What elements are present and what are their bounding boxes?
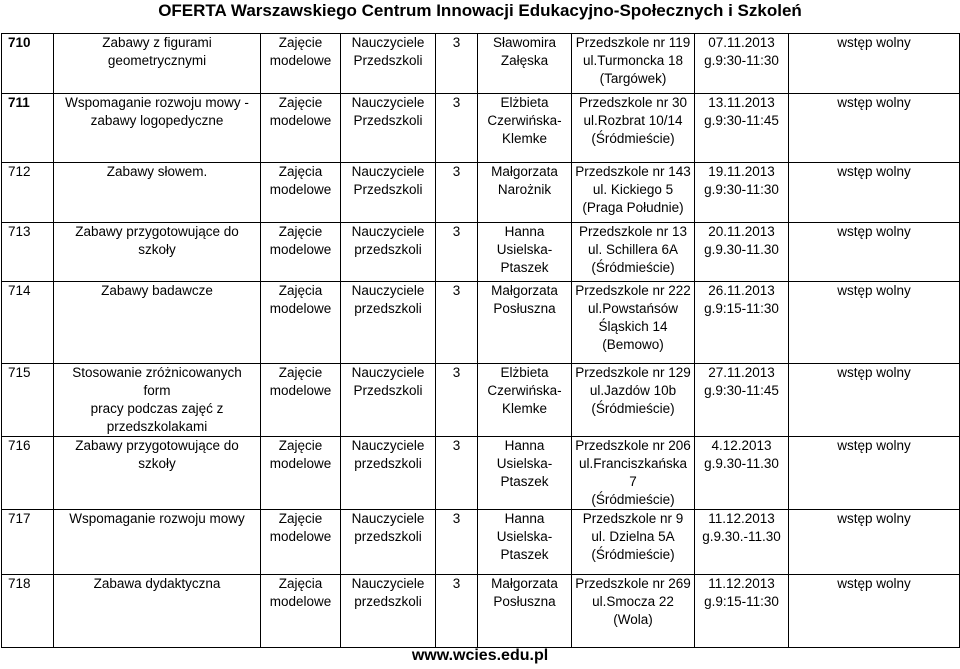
course-form-line: Zajęcie [278,35,323,50]
course-place-line: Przedszkole nr 143 [575,164,691,179]
course-place-line: ul.Turmoncka 18 [582,53,684,68]
table-row [2,282,960,364]
course-hours [436,223,478,282]
course-place [572,94,695,163]
course-leader-line: Hanna [504,224,545,239]
course-title-line: pracy podczas zajęć z [90,401,224,416]
course-hours-text: 3 [452,576,461,591]
course-leader-line: Usielska- [496,242,553,257]
course-title [54,437,261,510]
course-hours [436,364,478,437]
course-date-line: 13.11.2013 [708,95,775,110]
course-leader [478,510,572,575]
course-audience-line: przedszkoli [354,594,422,609]
course-number [2,510,54,575]
course-hours [436,94,478,163]
course-hours-text: 3 [452,365,461,380]
course-place-line: Przedszkole nr 129 [575,365,691,380]
course-leader [478,94,572,163]
course-form-line: modelowe [269,53,332,68]
course-hours-text: 3 [452,438,461,453]
course-place [572,510,695,575]
course-place-line: (Wola) [613,612,653,627]
course-number-text: 714 [8,283,31,298]
course-title-line: Zabawy badawcze [101,283,213,298]
course-leader [478,437,572,510]
course-date [695,223,789,282]
course-title-line: Zabawy słowem. [106,164,208,179]
course-leader-line: Elżbieta [500,95,549,110]
course-place-line: Przedszkole nr 222 [575,283,691,298]
course-date-line: g.9:30-11:45 [704,113,779,128]
course-leader [478,364,572,437]
course-place [572,163,695,223]
table-row [2,94,960,163]
course-fee [789,282,960,364]
course-fee [789,364,960,437]
course-place-line: Przedszkole nr 13 [578,224,688,239]
course-audience [341,34,436,94]
course-fee-text: wstęp wolny [837,511,911,526]
course-date-line: 11.12.2013 [708,511,775,526]
course-title-line: Wspomaganie rozwoju mowy - [65,95,249,110]
course-place [572,575,695,648]
table-row [2,510,960,575]
course-date [695,282,789,364]
course-leader-line: Usielska- [496,529,553,544]
course-leader-line: Posłuszna [493,301,556,316]
course-hours-text: 3 [452,511,461,526]
course-place-line: Przedszkole nr 269 [575,576,691,591]
course-form-line: Zajęcia [278,283,323,298]
course-leader [478,163,572,223]
course-place-line: (Targówek) [599,71,667,86]
course-audience [341,223,436,282]
course-audience-line: Nauczyciele [351,511,425,526]
course-audience-line: Przedszkoli [353,182,423,197]
course-audience [341,575,436,648]
course-date-line: 4.12.2013 [711,438,772,453]
course-audience [341,163,436,223]
course-date-line: g.9:15-11:30 [704,301,779,316]
course-hours-text: 3 [452,95,461,110]
course-date-line: 19.11.2013 [708,164,775,179]
course-form-line: Zajęcia [278,576,323,591]
course-form [261,575,341,648]
course-date [695,364,789,437]
course-form [261,34,341,94]
course-fee [789,437,960,510]
course-date [695,575,789,648]
course-number [2,282,54,364]
course-title [54,163,261,223]
course-leader-line: Małgorzata [491,576,558,591]
course-fee-text: wstęp wolny [837,224,911,239]
course-place-line: Przedszkole nr 9 [582,511,684,526]
table-row [2,34,960,94]
course-place-line: (Praga Południe) [582,200,684,215]
course-leader-line: Załęska [500,53,549,68]
course-date [695,510,789,575]
course-place-line: ul.Jazdów 10b [589,383,677,398]
course-leader-line: Elżbieta [500,365,549,380]
table-body [2,34,960,648]
course-audience-line: przedszkoli [354,242,422,257]
course-hours-text: 3 [452,35,461,50]
course-leader [478,223,572,282]
course-audience-line: Nauczyciele [351,95,425,110]
table-row [2,163,960,223]
course-leader-line: Hanna [504,438,545,453]
course-title [54,34,261,94]
course-leader-line: Usielska- [496,456,553,471]
course-form-line: modelowe [269,242,332,257]
course-fee-text: wstęp wolny [837,95,911,110]
course-form-line: Zajęcia [278,164,323,179]
course-place-line: ul. Schillera 6A [587,242,679,257]
course-place-line: Przedszkole nr 119 [575,35,691,50]
course-audience-line: Przedszkoli [353,383,423,398]
course-place [572,364,695,437]
course-number-text: 712 [8,164,31,179]
course-form-line: modelowe [269,529,332,544]
course-number-text: 716 [8,438,31,453]
course-leader-line: Posłuszna [493,594,556,609]
course-fee [789,510,960,575]
course-audience-line: Przedszkoli [353,113,423,128]
course-place [572,34,695,94]
course-leader-line: Narożnik [497,182,552,197]
course-number-text: 713 [8,224,31,239]
course-place-line: (Śródmieście) [591,547,675,562]
course-hours [436,510,478,575]
course-hours [436,34,478,94]
course-title [54,223,261,282]
course-audience-line: Przedszkoli [353,53,423,68]
course-title-line: Zabawy przygotowujące do szkoły [75,438,239,471]
course-leader-line: Sławomira [492,35,557,50]
course-fee-text: wstęp wolny [837,164,911,179]
course-date-line: g.9.30-11.30 [704,242,779,257]
course-place-line: (Śródmieście) [591,131,675,146]
course-date-line: 11.12.2013 [708,576,775,591]
course-place-line: ul.Rozbrat 10/14 [583,113,683,128]
course-leader-line: Małgorzata [491,164,558,179]
course-number [2,437,54,510]
course-place-line: (Śródmieście) [591,401,675,416]
course-form-line: modelowe [269,456,332,471]
course-title [54,282,261,364]
course-hours-text: 3 [452,283,461,298]
course-audience [341,510,436,575]
course-leader-line: Ptaszek [500,260,549,275]
course-title [54,94,261,163]
course-leader [478,575,572,648]
course-fee-text: wstęp wolny [837,35,911,50]
course-date-line: g.9:30-11:45 [704,383,779,398]
course-number-text: 711 [8,95,30,110]
course-audience [341,364,436,437]
course-form [261,163,341,223]
course-date-line: g.9:30-11:30 [704,53,779,68]
course-form-line: modelowe [269,301,332,316]
course-audience-line: Nauczyciele [351,283,425,298]
course-hours [436,282,478,364]
course-fee [789,34,960,94]
course-number [2,575,54,648]
page-title: OFERTA Warszawskiego Centrum Innowacji Edukacyjno-Społecznych i Szkoleń [158,1,802,20]
course-leader-line: Czerwińska- [487,383,562,398]
course-hours-text: 3 [452,224,461,239]
course-place-line: Przedszkole nr 30 [578,95,688,110]
course-leader-line: Hanna [504,511,545,526]
course-date [695,34,789,94]
course-number [2,34,54,94]
course-leader-line: Czerwińska- [487,113,562,128]
course-form-line: Zajęcie [278,438,323,453]
course-audience [341,437,436,510]
course-leader-line: Klemke [501,401,547,416]
table-row [2,364,960,437]
course-audience-line: przedszkoli [354,301,422,316]
course-title [54,575,261,648]
course-form-line: modelowe [269,594,332,609]
course-title-line: Zabawa dydaktyczna [93,576,221,591]
course-hours-text: 3 [452,164,461,179]
course-fee-text: wstęp wolny [837,365,911,380]
course-number [2,364,54,437]
course-audience [341,282,436,364]
course-fee [789,163,960,223]
course-title [54,510,261,575]
offer-table [1,33,960,648]
course-title-line: Zabawy z figurami [102,35,212,50]
course-fee-text: wstęp wolny [837,283,911,298]
course-form [261,364,341,437]
course-fee [789,94,960,163]
course-place-line: (Śródmieście) [591,260,675,275]
course-place-line: (Bemowo) [602,337,664,352]
course-number-text: 715 [8,365,31,380]
course-audience-line: Nauczyciele [351,35,425,50]
course-form-line: modelowe [269,182,332,197]
course-form-line: Zajęcie [278,365,323,380]
course-fee-text: wstęp wolny [837,438,911,453]
course-number-text: 710 [8,35,31,50]
course-date-line: 07.11.2013 [708,35,775,50]
course-date [695,437,789,510]
course-form [261,437,341,510]
course-leader [478,34,572,94]
course-audience-line: Nauczyciele [351,438,425,453]
course-audience-line: Nauczyciele [351,164,425,179]
course-leader-line: Małgorzata [491,283,558,298]
course-date [695,163,789,223]
course-form-line: Zajęcie [278,224,323,239]
course-audience-line: Nauczyciele [351,576,425,591]
footer-url[interactable]: www.wcies.edu.pl [411,647,549,664]
course-place-line: (Śródmieście) [591,492,675,507]
course-title-line: przedszkolakami [106,419,208,434]
course-audience [341,94,436,163]
course-number-text: 718 [8,576,31,591]
table-row [2,575,960,648]
course-fee [789,575,960,648]
course-form [261,223,341,282]
course-date-line: 26.11.2013 [708,283,775,298]
course-title [54,364,261,437]
course-date-line: g.9:30-11:30 [704,182,779,197]
course-audience-line: przedszkoli [354,529,422,544]
course-form [261,282,341,364]
course-form-line: Zajęcie [278,511,323,526]
course-number [2,163,54,223]
course-title-line: Stosowanie zróżnicowanych form [72,365,242,398]
course-fee [789,223,960,282]
course-place-line: ul.Smocza 22 [592,594,674,609]
course-fee-text: wstęp wolny [837,576,911,591]
course-audience-line: Nauczyciele [351,365,425,380]
course-number [2,223,54,282]
course-form-line: modelowe [269,113,332,128]
course-place [572,437,695,510]
table-row [2,223,960,282]
course-form [261,94,341,163]
course-leader-line: Ptaszek [500,474,549,489]
course-leader-line: Ptaszek [500,547,549,562]
course-title-line: Wspomaganie rozwoju mowy [69,511,245,526]
course-audience-line: przedszkoli [354,456,422,471]
course-title-line: Zabawy przygotowujące do szkoły [75,224,239,257]
course-number-text: 717 [8,511,31,526]
course-leader [478,282,572,364]
course-place-line: ul.Franciszkańska 7 [578,456,688,489]
course-title-line: geometrycznymi [107,53,207,68]
table-row [2,437,960,510]
course-leader-line: Klemke [501,131,547,146]
course-date-line: 20.11.2013 [708,224,775,239]
course-place [572,223,695,282]
course-place-line: ul.Powstańsów [587,301,679,316]
course-place [572,282,695,364]
course-audience-line: Nauczyciele [351,224,425,239]
course-form-line: modelowe [269,383,332,398]
course-title-line: zabawy logopedyczne [90,113,224,128]
course-date-line: g.9.30-11.30 [704,456,779,471]
course-hours [436,437,478,510]
course-place-line: ul. Kickiego 5 [592,182,674,197]
course-place-line: Śląskich 14 [598,319,668,334]
course-form [261,510,341,575]
course-hours [436,163,478,223]
course-hours [436,575,478,648]
course-form-line: Zajęcie [278,95,323,110]
course-place-line: ul. Dzielna 5A [591,529,675,544]
course-date-line: 27.11.2013 [708,365,775,380]
course-place-line: Przedszkole nr 206 [575,438,691,453]
course-number [2,94,54,163]
course-date-line: g.9:15-11:30 [704,594,779,609]
course-date-line: g.9.30.-11.30 [702,529,781,544]
course-date [695,94,789,163]
